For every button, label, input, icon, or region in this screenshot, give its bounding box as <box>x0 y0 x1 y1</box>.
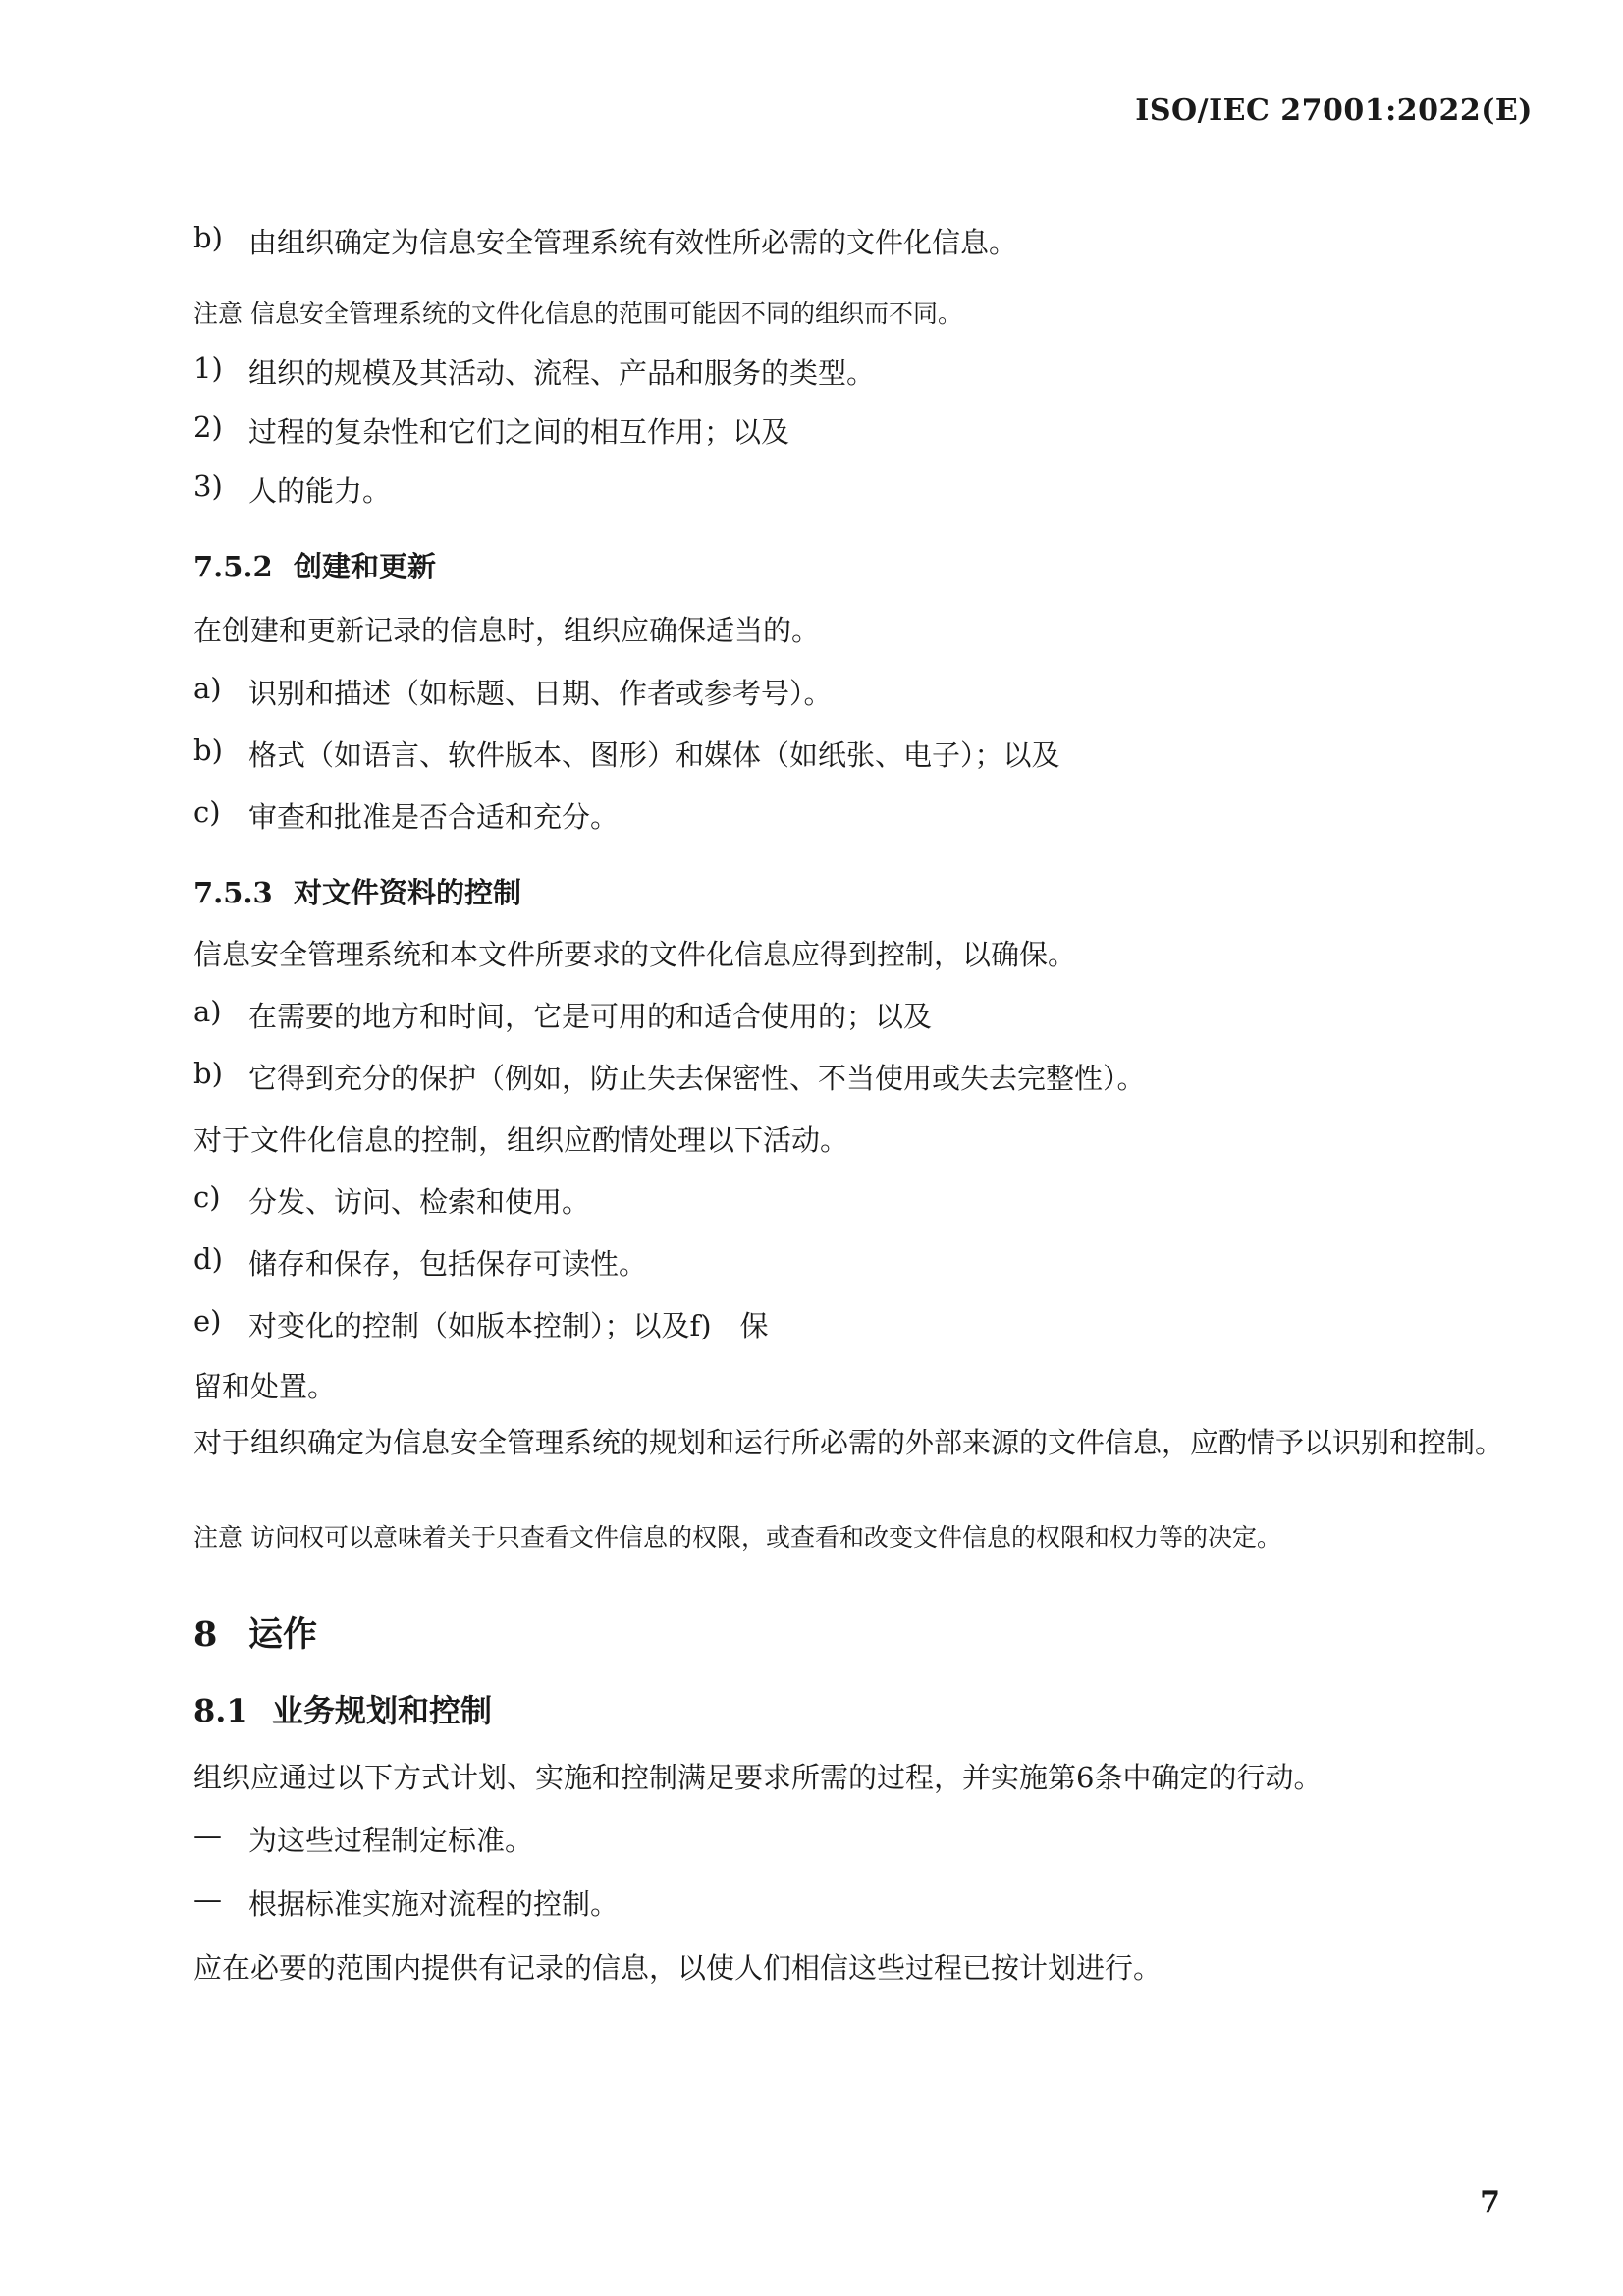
list-item-text: 识别和描述（如标题、日期、作者或参考号）。 <box>248 677 833 710</box>
section-title: 创建和更新 <box>294 550 437 583</box>
paragraph: 应在必要的范围内提供有记录的信息，以使人们相信这些过程已按计划进行。 <box>193 1951 1163 1985</box>
list-item-text: 在需要的地方和时间，它是可用的和适合使用的；以及 <box>248 1000 933 1033</box>
section-number: 8.1 <box>193 1692 248 1729</box>
list-item-label: c) <box>193 1180 221 1214</box>
list-item-label: b) <box>193 221 223 254</box>
list-item-label: c) <box>193 795 221 829</box>
list-item-text: 对变化的控制（如版本控制）；以及f) 保 <box>248 1309 769 1342</box>
list-item-label: 2) <box>193 410 223 444</box>
list-item-label: — <box>193 1819 222 1852</box>
list-item-label: b) <box>193 1057 223 1090</box>
list-item-text: 根据标准实施对流程的控制。 <box>248 1887 620 1921</box>
section-number: 7.5.2 <box>193 550 273 583</box>
list-item-text: 由组织确定为信息安全管理系统有效性所必需的文件化信息。 <box>248 226 1018 259</box>
section-title: 对文件资料的控制 <box>294 876 522 909</box>
section-number: 7.5.3 <box>193 876 273 909</box>
paragraph: 对于组织确定为信息安全管理系统的规划和运行所必需的外部来源的文件信息，应酌情予以识别和控制。 <box>193 1426 1504 1459</box>
list-item-label: a) <box>193 672 222 705</box>
list-item-text: 分发、访问、检索和使用。 <box>248 1185 591 1219</box>
list-item-text: 它得到充分的保护（例如，防止失去保密性、不当使用或失去完整性）。 <box>248 1062 1146 1095</box>
list-item-text: 审查和批准是否合适和充分。 <box>248 800 620 834</box>
note-paragraph: 注意 访问权可以意味着关于只查看文件信息的权限，或查看和改变文件信息的权限和权力等的决定。 <box>193 1523 1281 1552</box>
section-intro: 组织应通过以下方式计划、实施和控制满足要求所需的过程，并实施第6条中确定的行动。 <box>193 1761 1323 1794</box>
list-item-label: 1) <box>193 352 223 385</box>
note-paragraph: 注意 信息安全管理系统的文件化信息的范围可能因不同的组织而不同。 <box>193 300 962 328</box>
section-title: 运作 <box>248 1614 318 1655</box>
list-item-label: a) <box>193 995 222 1028</box>
page-number: 7 <box>1480 2185 1500 2219</box>
list-item-label: 3) <box>193 469 223 503</box>
paragraph-continuation: 留和处置。 <box>193 1370 337 1403</box>
document-id-header: ISO/IEC 27001:2022(E) <box>1135 93 1533 128</box>
list-item-label: d) <box>193 1242 223 1276</box>
list-item-label: b) <box>193 734 223 767</box>
section-intro: 在创建和更新记录的信息时，组织应确保适当的。 <box>193 614 821 647</box>
list-item-label: — <box>193 1883 222 1916</box>
section-number: 8 <box>193 1614 218 1655</box>
section-title: 业务规划和控制 <box>272 1692 493 1729</box>
list-item-text: 人的能力。 <box>248 474 392 508</box>
list-item-text: 格式（如语言、软件版本、图形）和媒体（如纸张、电子）；以及 <box>248 738 1060 772</box>
section-heading-8-1 <box>193 1686 492 1731</box>
list-item-text: 为这些过程制定标准。 <box>248 1824 534 1857</box>
list-item-label: e) <box>193 1304 222 1338</box>
section-intro: 信息安全管理系统和本文件所要求的文件化信息应得到控制，以确保。 <box>193 938 1077 971</box>
list-item-text: 储存和保存，包括保存可读性。 <box>248 1247 648 1281</box>
section-heading-8 <box>193 1608 317 1657</box>
list-item-text: 组织的规模及其活动、流程、产品和服务的类型。 <box>248 356 876 390</box>
list-item-text: 过程的复杂性和它们之间的相互作用；以及 <box>248 415 790 449</box>
section-heading-7-5-3 <box>193 871 521 911</box>
section-heading-7-5-2 <box>193 545 436 585</box>
paragraph: 对于文件化信息的控制，组织应酌情处理以下活动。 <box>193 1123 849 1157</box>
